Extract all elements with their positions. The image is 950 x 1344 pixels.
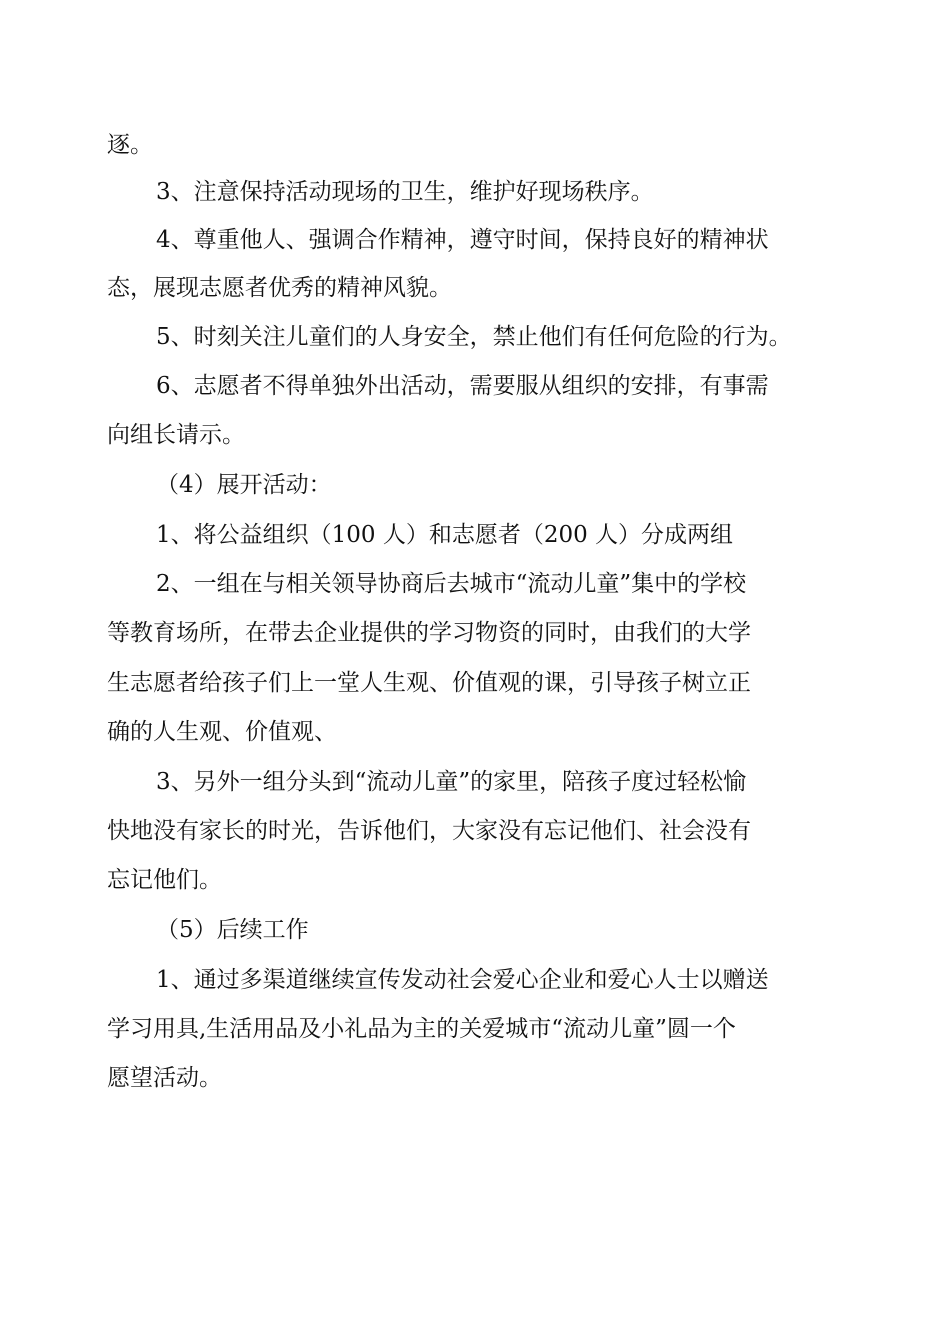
followup-item-1-cont-2: 愿望活动。 <box>107 1065 222 1091</box>
activity-item-1: 1、将公益组织（100 人）和志愿者（200 人）分成两组 <box>156 522 734 548</box>
activity-item-2: 2、一组在与相关领导协商后去城市“流动儿童”集中的学校 <box>156 571 747 597</box>
rule-item-6: 6、志愿者不得单独外出活动，需要服从组织的安排，有事需 <box>156 373 769 399</box>
activity-item-2-cont-1: 等教育场所，在带去企业提供的学习物资的同时，由我们的大学 <box>107 620 751 646</box>
followup-item-1-cont-1: 学习用具,生活用品及小礼品为主的关爱城市“流动儿童”圆一个 <box>107 1016 736 1042</box>
activity-item-3: 3、另外一组分头到“流动儿童”的家里，陪孩子度过轻松愉 <box>156 769 747 795</box>
activity-item-2-cont-2: 生志愿者给孩子们上一堂人生观、价值观的课，引导孩子树立正 <box>107 670 751 696</box>
activity-item-2-cont-3: 确的人生观、价值观、 <box>107 719 337 745</box>
rule-item-6-cont: 向组长请示。 <box>107 422 245 448</box>
rule-item-4-cont: 态，展现志愿者优秀的精神风貌。 <box>107 275 452 301</box>
rule-item-3: 3、注意保持活动现场的卫生，维护好现场秩序。 <box>156 179 654 205</box>
section-heading-4: （4）展开活动： <box>156 472 332 498</box>
followup-item-1: 1、通过多渠道继续宣传发动社会爱心企业和爱心人士以赠送 <box>156 967 769 993</box>
activity-item-3-cont-1: 快地没有家长的时光，告诉他们，大家没有忘记他们、社会没有 <box>107 818 751 844</box>
rule-item-4: 4、尊重他人、强调合作精神，遵守时间，保持良好的精神状 <box>156 227 769 253</box>
activity-item-3-cont-2: 忘记他们。 <box>107 867 222 893</box>
rule-item-5: 5、时刻关注儿童们的人身安全，禁止他们有任何危险的行为。 <box>156 324 792 350</box>
section-heading-5: （5）后续工作 <box>156 917 309 943</box>
text-line-1: 逐。 <box>107 132 153 158</box>
